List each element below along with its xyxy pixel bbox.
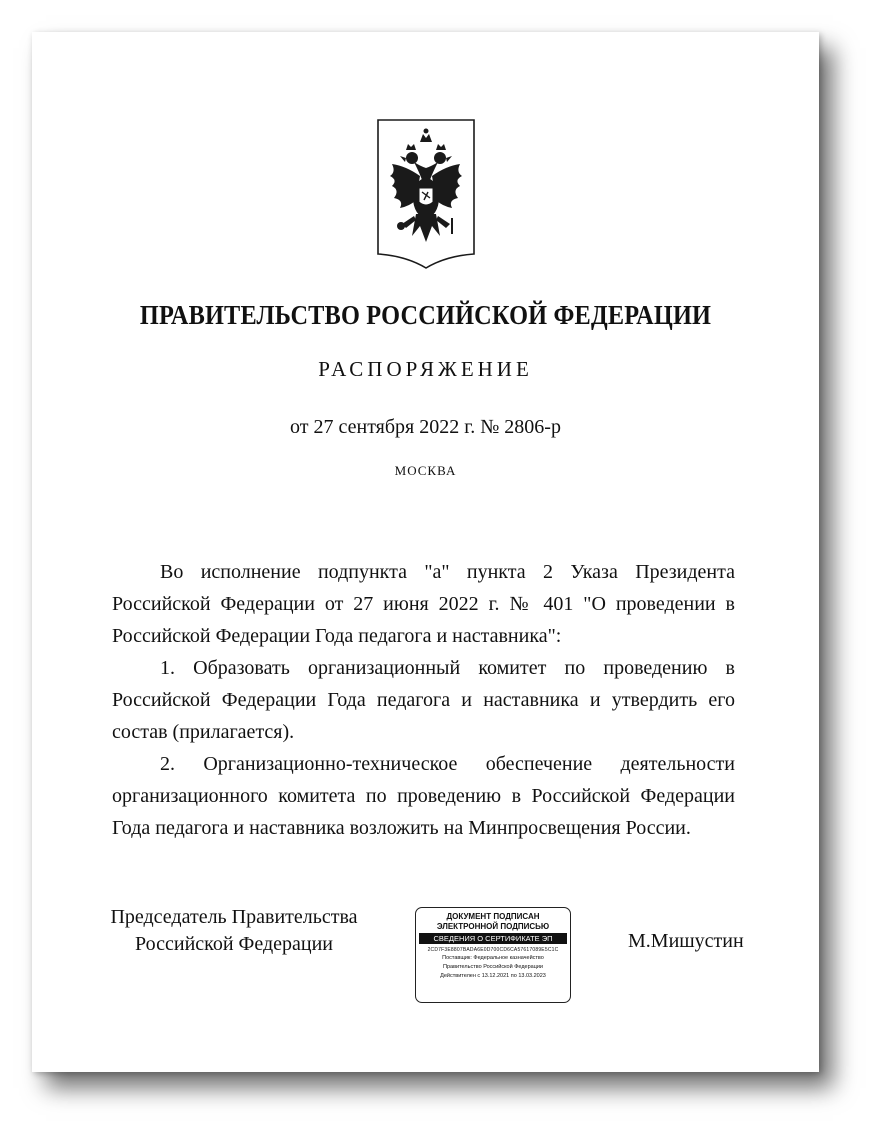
stamp-title: ДОКУМЕНТ ПОДПИСАН [446, 912, 540, 921]
document-date-number: от 27 сентября 2022 г. № 2806-р [290, 416, 561, 438]
signatory-position-line: Российской Федерации [134, 933, 334, 955]
document-body [112, 556, 735, 844]
stamp-validity: Действителен с 13.12.2021 по 13.03.2023 [440, 973, 546, 979]
signatory-name: М.Мишустин [628, 930, 744, 952]
body-paragraph: 1. Образовать организационный комитет по проведению в Российской Федерации Года педагога и наставника и утвердить его состав (прилагается). [112, 657, 735, 743]
stamp-subtitle: ЭЛЕКТРОННОЙ ПОДПИСЬЮ [436, 922, 550, 931]
stamp-issuer: Поставщик: Федеральное казначейство [442, 955, 544, 961]
document-type: РАСПОРЯЖЕНИЕ [318, 357, 533, 381]
document-page [32, 32, 819, 1072]
government-title: ПРАВИТЕЛЬСТВО РОССИЙСКОЙ ФЕДЕРАЦИИ [139, 300, 712, 330]
document-city: МОСКВА [394, 463, 457, 478]
body-paragraph: 2. Организационно-техническое обеспечение деятельности организационного комитета по проведению в Российской Федерации Года педагога и наставника возложить на Минпросвещения России. [112, 753, 735, 839]
stamp-certificate-header: СВЕДЕНИЯ О СЕРТИФИКАТЕ ЭП [419, 933, 567, 944]
body-paragraph: Во исполнение подпункта "а" пункта 2 Указа Президента Российской Федерации от 27 июня 2022 г. № 401 "О проведении в Российской Федерации Года педагога и наставника": [112, 561, 735, 647]
russian-coat-of-arms-icon [376, 118, 476, 270]
electronic-signature-stamp [415, 907, 571, 1003]
stamp-owner: Правительство Российской Федерации [443, 964, 543, 970]
stamp-certificate-number: 2CD7F3E8807BADA6E0D700CD6CA57617089E5C1C [427, 947, 559, 953]
signatory-position-line: Председатель Правительства [110, 906, 358, 928]
signatory-position [104, 904, 364, 958]
